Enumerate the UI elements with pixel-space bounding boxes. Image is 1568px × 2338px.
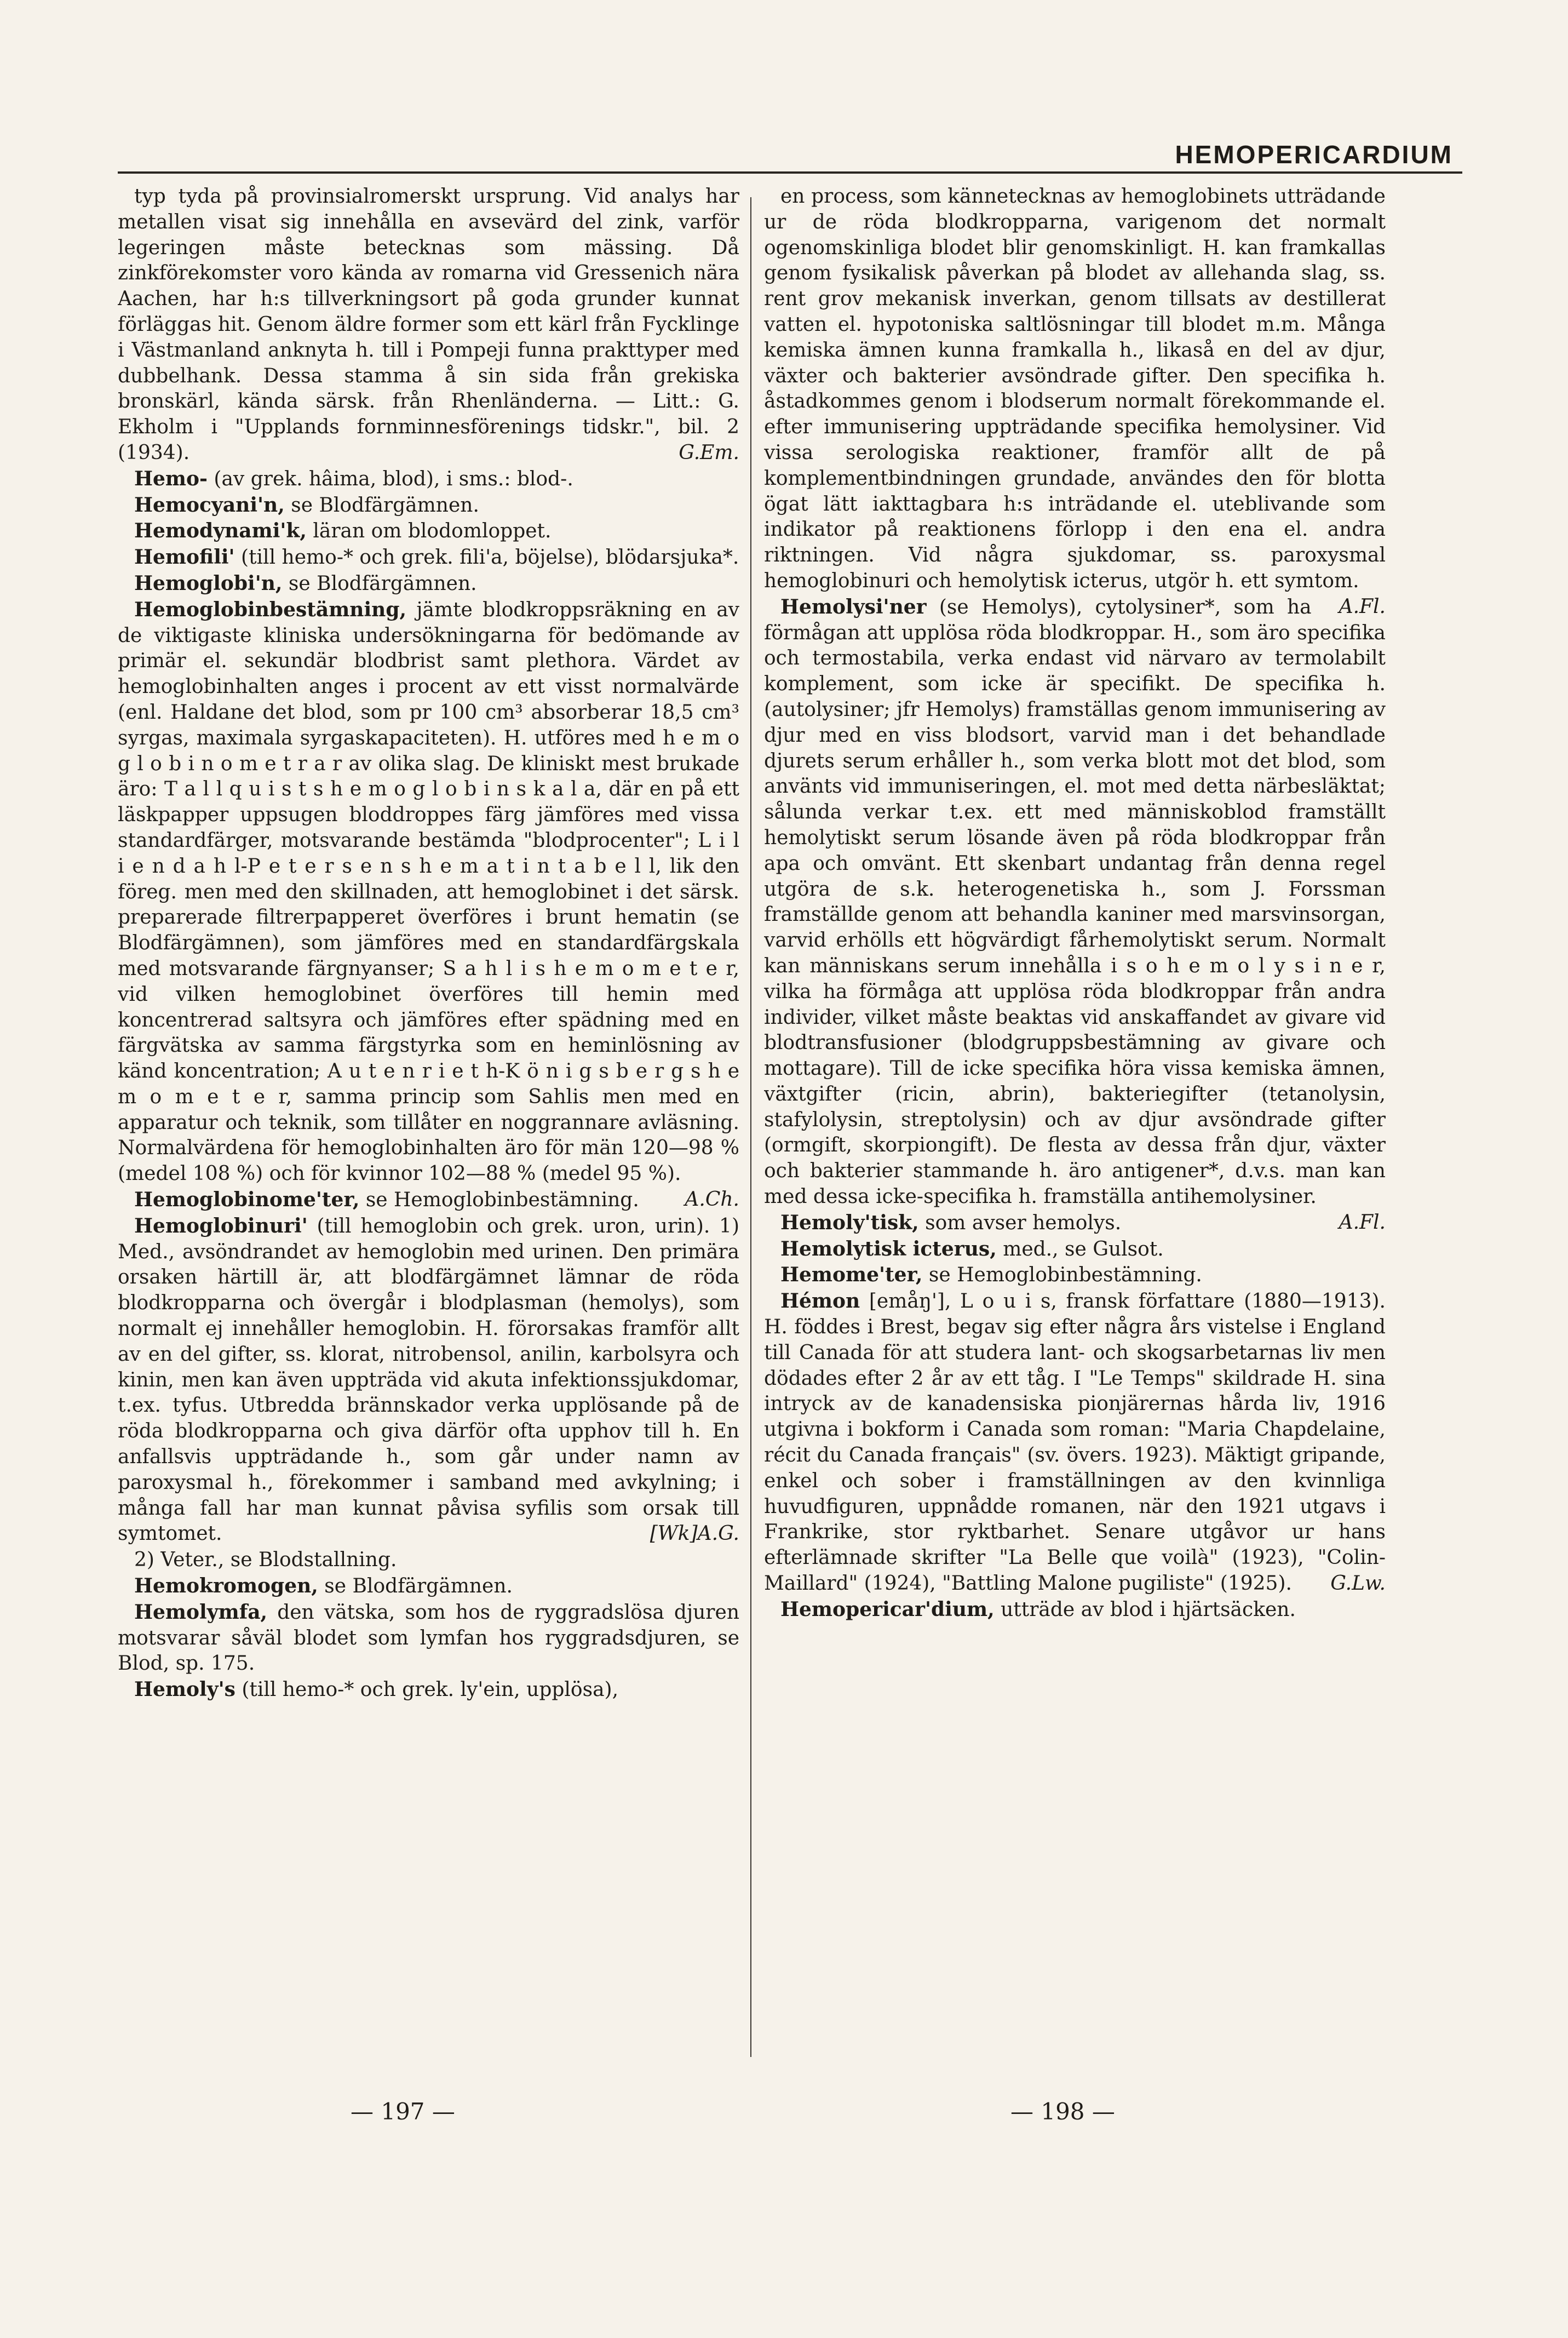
entry: Hemoglobinome'ter, se Hemoglobinbestämning. — [134, 1188, 639, 1212]
entry: Hemo- (av grek. hâima, blod), i sms.: blod-. — [134, 467, 573, 490]
entry: Hemome'ter, se Hemoglobinbestämning. — [780, 1263, 1202, 1287]
column-divider — [750, 197, 751, 2057]
entry: Hemolytisk icterus, med., se Gulsot. — [780, 1237, 1164, 1260]
entry: Hemoglobi'n, se Blodfärgämnen. — [134, 571, 477, 595]
entry: Hemokromogen, se Blodfärgämnen. — [134, 1574, 513, 1598]
entry: Hémon [emåŋ'], L o u i s, fransk författare (1880—1913). H. föddes i Brest, begav sig efter några års vistelse i England till Canada för att studera lant- och skogsarbetarnas liv men dödades efter 2 år av ett tåg. I "Le Temps" skildrade H. sina intryck av de kanadensiska pionjärernas hårda liv, 1916 utgivna i bokform i Canada som roman: "Maria Chapdelaine, récit du Canada français" (sv. övers. 1923). Mäktigt gripande, enkel och sober i framställningen av den kvinnliga huvudfiguren, uppnådde romanen, när den 1921 utgavs i Frankrike, stor ryktbarhet. Senare utgåvor ur hans efterlämnade skrifter "La Belle que voilà" (1923), "Colin-Maillard" (1924), "Battling Malone pugiliste" (1925). G.Lw. — [764, 1290, 1386, 1595]
running-header: HEMOPERICARDIUM — [1175, 140, 1453, 169]
entry: Hemodynami'k, läran om blodomloppet. — [134, 519, 552, 543]
entry: Hemoly'tisk, som avser hemolys. — [780, 1211, 1122, 1234]
entry: Hemoly's (till hemo-* och grek. ly'ein, upplösa), — [134, 1678, 619, 1701]
entry: Hemopericar'dium, utträde av blod i hjärtsäcken. — [780, 1597, 1296, 1621]
entry: 2) Veter., se Blodstallning. — [134, 1549, 397, 1572]
right-column — [764, 184, 1386, 2052]
page-number-right: — 198 — — [1010, 2098, 1115, 2125]
entry: Hemolymfa, den vätska, som hos de ryggradslösa djuren motsvarar såväl blodet som lymfan hos ryggradsdjuren, se Blod, sp. 175. — [118, 1600, 739, 1675]
page-number-left: — 197 — — [351, 2098, 455, 2125]
left-column — [118, 184, 739, 2052]
entry: Hemoglobinuri' (till hemoglobin och grek. uron, urin). 1) Med., avsöndrandet av hemoglobin med urinen. Den primära orsaken härtill är, att blodfärgämnet lämnar de röda blodkropparna och övergår i blodplasman (hemolys), som normalt ej innehåller hemoglobin. H. förorsakas framför allt av en del gifter, ss. klorat, nitrobensol, anilin, karbolsyra och kinin, men kan även uppträda vid akuta infektionssjukdomar, t.ex. tyfus. Utbredda brännskador verka upplösande på de röda blodkropparna och giva därför ofta upphov till h. En anfallsvis uppträdande h., som går under namn av paroxysmal h., förekommer i samband med avkylning; i många fall har man kunnat påvisa syfilis som orsak till symtomet. [Wk]A.G. — [118, 1214, 739, 1545]
header-rule — [118, 171, 1462, 174]
entry: Hemocyani'n, se Blodfärgämnen. — [134, 493, 479, 517]
entry: typ tyda på provinsialromerskt ursprung. Vid analys har metallen visat sig innehålla en avsevärd del zink, varför legeringen måste betecknas som mässing. Då zinkförekomster voro kända av romarna vid Gressenich nära Aachen, har h:s tillverkningsort på goda grunder kunnat förläggas hit. Genom äldre former som ett kärl från Fycklinge i Västmanland anknyta h. till i Pompeji funna prakttyper med dubbelhank. Dessa stamma å sin sida från grekiska bronskärl, kända särsk. från Rhenländerna. — Litt.: G. Ekholm i "Upplands fornminnesförenings tidskr.", bil. 2 (1934). G.Em. — [118, 185, 739, 464]
entry: Hemoglobinbestämning, jämte blodkroppsräkning en av de viktigaste kliniska undersökningarna för bedömande av primär el. sekundär blodbrist samt plethora. Värdet av hemoglobinhalten anges i procent av ett visst normalvärde (enl. Haldane det blod, som pr 100 cm³ absorberar 18,5 cm³ syrgas, maximala syrgaskapaciteten). H. utföres med h e m o g l o b i n o m e t r a r av olika slag. De kliniskt mest brukade äro: T a l l q u i s t s h e m o g l o b i n s k a l a, där en på ett läskpapper uppsugen bloddroppes färg jämföres med vissa standardfärger, motsvarande bestämda "blodprocenter"; L i l i e n d a h l-P e t e r s e n s h e m a t i n t a b e l l, lik den föreg. men med den skillnaden, att hemoglobinet i det särsk. preparerade filtrerpapperet överföres i brunt hematin (se Blodfärgämnen), som jämföres med en standardfärgskala med motsvarande färgnyanser; S a h l i s h e m o m e t e r, vid vilken hemoglobinet överföres till hemin med koncentrerad saltsyra och jämföres efter spädning med en färgvätska av samma färgstyrka som en heminlösning av känd koncentration; A u t e n r i e t h-K ö n i g s b e r g s h e m o m e t e r, samma princip som Sahlis men med en apparatur och teknik, som tillåter en noggrannare avläsning. Normalvärdena för hemoglobinhalten äro för män 120—98 % (medel 108 %) och för kvinnor 102—88 % (medel 95 %). A.Ch. — [118, 598, 739, 1211]
entry: Hemolysi'ner (se Hemolys), cytolysiner*, som ha förmågan att upplösa röda blodkroppar. H., som äro specifika och termostabila, verka endast vid närvaro av termolabilt komplement, som icke är specifikt. De specifika h. (autolysiner; jfr Hemolys) framställas genom immunisering av djur med en viss blodsort, varvid man i det behandlade djurets serum erhåller h., som verka blott mot det blod, som använts vid immuniseringen, el. mot med detta närbesläktat; sålunda verkar t.ex. ett med människoblod framställt hemolytiskt serum lösande även på röda blodkroppar från apa och omvänt. Ett skenbart undantag från denna regel utgöra de s.k. heterogenetiska h., som J. Forssman framställde genom att behandla kaniner med marsvinsorgan, varvid erhölls ett högvärdigt fårhemolytiskt serum. Normalt kan människans serum innehålla i s o h e m o l y s i n e r, vilka ha förmåga att upplösa röda blodkroppar från andra individer, vilket måste beaktas vid anskaffandet av givare vid blodtransfusioner (blodgruppsbestämning av givare och mottagare). Till de icke specifika höra vissa kemiska ämnen, växtgifter (ricin, abrin), bakteriegifter (tetanolysin, stafylolysin, streptolysin) och av djur avsöndrade gifter (ormgift, skorpiongift). De flesta av dessa från djur, växter och bakterier stammande h. äro antigener*, d.v.s. man kan med dessa icke-specifika h. framställa antihemolysiner. A.Fl. — [764, 595, 1386, 1234]
entry: Hemofili' (till hemo-* och grek. fili'a, böjelse), blödarsjuka*. — [134, 546, 739, 569]
entry: en process, som kännetecknas av hemoglobinets utträdande ur de röda blodkropparna, varigenom det normalt ogenomskinliga blodet blir genomskinligt. H. kan framkallas genom fysikalisk påverkan på blodet av allehanda slag, ss. rent grov mekanisk inverkan, genom tillsats av destillerat vatten el. hypotoniska saltlösningar till blodet m.m. Många kemiska ämnen kunna framkalla h., likaså en del av djur, växter och bakterier avsöndrade gifter. Den specifika h. åstadkommes genom i blodserum normalt förekommande el. efter immunisering uppträdande specifika hemolysiner. Vid vissa serologiska reaktioner, framför allt de på komplementbindningen grundade, användes den för blotta ögat lätt iakttagbara h:s inträdande el. uteblivande som indikator på reaktionens förlopp i den ena el. andra riktningen. Vid några sjukdomar, ss. paroxysmal hemoglobinuri och hemolytisk icterus, utgör h. ett symtom. A.Fl. — [764, 185, 1386, 618]
